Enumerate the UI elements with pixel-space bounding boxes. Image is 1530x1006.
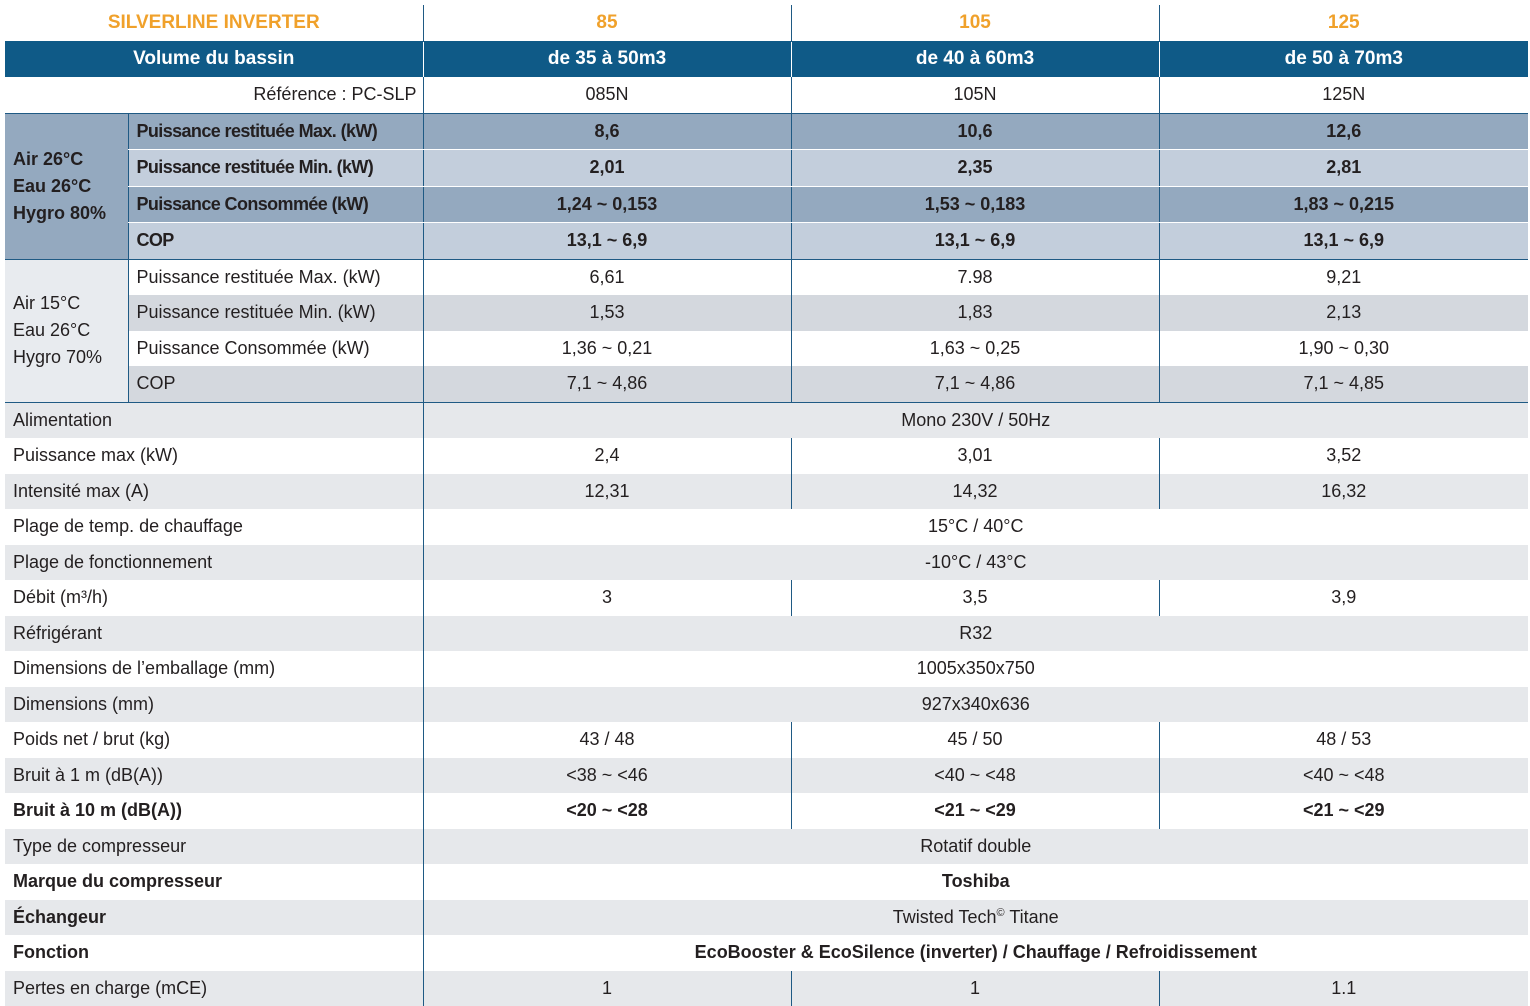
spec-value: <21 ~ <29 bbox=[1159, 793, 1528, 829]
model-row bbox=[5, 5, 1528, 41]
volume-85: de 35 à 50m3 bbox=[423, 41, 791, 77]
volume-row bbox=[5, 41, 1528, 77]
spec-row bbox=[5, 687, 1528, 723]
group-a-row-label: Puissance Consommée (kW) bbox=[128, 186, 423, 223]
group-b-row bbox=[5, 259, 1528, 295]
spec-label: Dimensions de l’emballage (mm) bbox=[5, 651, 423, 687]
reference-85: 085N bbox=[423, 77, 791, 113]
spec-label: Échangeur bbox=[5, 900, 423, 936]
group-b-row bbox=[5, 331, 1528, 367]
spec-row bbox=[5, 935, 1528, 971]
group-b-row bbox=[5, 366, 1528, 402]
spec-value: <40 ~ <48 bbox=[791, 758, 1159, 794]
spec-value: 15°C / 40°C bbox=[423, 509, 1528, 545]
spec-label: Fonction bbox=[5, 935, 423, 971]
series-label: SILVERLINE INVERTER bbox=[5, 5, 423, 41]
group-b-value: 2,13 bbox=[1159, 295, 1528, 331]
spec-row bbox=[5, 971, 1528, 1006]
spec-row bbox=[5, 651, 1528, 687]
group-a-value: 10,6 bbox=[791, 113, 1159, 150]
spec-value: 3,5 bbox=[791, 580, 1159, 616]
spec-value: EcoBooster & EcoSilence (inverter) / Chauffage / Refroidissement bbox=[423, 935, 1528, 971]
spec-row bbox=[5, 474, 1528, 510]
spec-value: <20 ~ <28 bbox=[423, 793, 791, 829]
spec-value: 14,32 bbox=[791, 474, 1159, 510]
reference-105: 105N bbox=[791, 77, 1159, 113]
group-a-value: 13,1 ~ 6,9 bbox=[1159, 223, 1528, 260]
volume-125: de 50 à 70m3 bbox=[1159, 41, 1528, 77]
spec-row bbox=[5, 580, 1528, 616]
reference-125: 125N bbox=[1159, 77, 1528, 113]
spec-value: 1 bbox=[791, 971, 1159, 1006]
group-b-row-label: COP bbox=[128, 366, 423, 402]
spec-row bbox=[5, 438, 1528, 474]
group-a-value: 1,24 ~ 0,153 bbox=[423, 186, 791, 223]
group-a-row bbox=[5, 186, 1528, 223]
spec-row bbox=[5, 829, 1528, 865]
spec-row bbox=[5, 402, 1528, 438]
spec-label: Marque du compresseur bbox=[5, 864, 423, 900]
group-a-value: 12,6 bbox=[1159, 113, 1528, 150]
group-b-value: 7,1 ~ 4,86 bbox=[791, 366, 1159, 402]
exchanger-tail: Titane bbox=[1005, 907, 1059, 927]
spec-row bbox=[5, 722, 1528, 758]
group-a-value: 1,83 ~ 0,215 bbox=[1159, 186, 1528, 223]
spec-value: -10°C / 43°C bbox=[423, 545, 1528, 581]
group-a-value: 1,53 ~ 0,183 bbox=[791, 186, 1159, 223]
group-a-value: 2,81 bbox=[1159, 150, 1528, 187]
spec-label: Bruit à 10 m (dB(A)) bbox=[5, 793, 423, 829]
spec-label: Puissance max (kW) bbox=[5, 438, 423, 474]
spec-value: 1 bbox=[423, 971, 791, 1006]
group-a-condition-text: Air 26°C Eau 26°C Hygro 80% bbox=[13, 149, 106, 223]
group-b-condition bbox=[5, 259, 128, 402]
group-b-value: 1,83 bbox=[791, 295, 1159, 331]
spec-label: Pertes en charge (mCE) bbox=[5, 971, 423, 1006]
spec-value bbox=[423, 900, 1528, 936]
spec-sheet bbox=[5, 5, 1528, 1006]
group-b-value: 1,53 bbox=[423, 295, 791, 331]
spec-value: 2,4 bbox=[423, 438, 791, 474]
volume-label: Volume du bassin bbox=[5, 41, 423, 77]
reference-row bbox=[5, 77, 1528, 113]
group-b-value: 7,1 ~ 4,86 bbox=[423, 366, 791, 402]
group-b-value: 9,21 bbox=[1159, 259, 1528, 295]
spec-value: Rotatif double bbox=[423, 829, 1528, 865]
exchanger-main: Twisted Tech bbox=[893, 907, 997, 927]
volume-105: de 40 à 60m3 bbox=[791, 41, 1159, 77]
spec-row bbox=[5, 900, 1528, 936]
spec-value: 1.1 bbox=[1159, 971, 1528, 1006]
spec-row bbox=[5, 758, 1528, 794]
spec-value: <40 ~ <48 bbox=[1159, 758, 1528, 794]
spec-row bbox=[5, 864, 1528, 900]
spec-label: Débit (m³/h) bbox=[5, 580, 423, 616]
spec-value: 927x340x636 bbox=[423, 687, 1528, 723]
group-a-row-label: Puissance restituée Max. (kW) bbox=[128, 113, 423, 150]
group-b-row-label: Puissance Consommée (kW) bbox=[128, 331, 423, 367]
spec-label: Dimensions (mm) bbox=[5, 687, 423, 723]
spec-label: Plage de fonctionnement bbox=[5, 545, 423, 581]
group-b-row bbox=[5, 295, 1528, 331]
group-b-value: 1,63 ~ 0,25 bbox=[791, 331, 1159, 367]
group-a-row bbox=[5, 113, 1528, 150]
spec-value: 1005x350x750 bbox=[423, 651, 1528, 687]
spec-label: Type de compresseur bbox=[5, 829, 423, 865]
group-b-row-label: Puissance restituée Min. (kW) bbox=[128, 295, 423, 331]
spec-value: 3 bbox=[423, 580, 791, 616]
spec-label: Alimentation bbox=[5, 402, 423, 438]
group-b-value: 7.98 bbox=[791, 259, 1159, 295]
model-85: 85 bbox=[423, 5, 791, 41]
group-b-condition-text: Air 15°C Eau 26°C Hygro 70% bbox=[13, 293, 102, 367]
spec-value: 48 / 53 bbox=[1159, 722, 1528, 758]
group-b-row-label: Puissance restituée Max. (kW) bbox=[128, 259, 423, 295]
spec-value: <21 ~ <29 bbox=[791, 793, 1159, 829]
spec-value: 16,32 bbox=[1159, 474, 1528, 510]
group-a-value: 8,6 bbox=[423, 113, 791, 150]
group-b-value: 7,1 ~ 4,85 bbox=[1159, 366, 1528, 402]
spec-label: Plage de temp. de chauffage bbox=[5, 509, 423, 545]
group-a-row bbox=[5, 150, 1528, 187]
model-125: 125 bbox=[1159, 5, 1528, 41]
group-a-condition bbox=[5, 113, 128, 259]
spec-row bbox=[5, 509, 1528, 545]
spec-value: 3,9 bbox=[1159, 580, 1528, 616]
spec-label: Poids net / brut (kg) bbox=[5, 722, 423, 758]
spec-value: Toshiba bbox=[423, 864, 1528, 900]
spec-value: 45 / 50 bbox=[791, 722, 1159, 758]
spec-row bbox=[5, 545, 1528, 581]
spec-label: Intensité max (A) bbox=[5, 474, 423, 510]
group-a-row-label: COP bbox=[128, 223, 423, 260]
group-a-value: 2,35 bbox=[791, 150, 1159, 187]
group-a-value: 13,1 ~ 6,9 bbox=[791, 223, 1159, 260]
group-a-row-label: Puissance restituée Min. (kW) bbox=[128, 150, 423, 187]
spec-row bbox=[5, 793, 1528, 829]
spec-table bbox=[5, 5, 1528, 1006]
spec-label: Réfrigérant bbox=[5, 616, 423, 652]
spec-value: 43 / 48 bbox=[423, 722, 791, 758]
reference-label: Référence : PC-SLP bbox=[5, 77, 423, 113]
spec-value: Mono 230V / 50Hz bbox=[423, 402, 1528, 438]
spec-value: 3,52 bbox=[1159, 438, 1528, 474]
copyright-mark: © bbox=[997, 907, 1005, 919]
group-a-value: 13,1 ~ 6,9 bbox=[423, 223, 791, 260]
group-b-value: 6,61 bbox=[423, 259, 791, 295]
group-a-row bbox=[5, 223, 1528, 260]
group-b-value: 1,90 ~ 0,30 bbox=[1159, 331, 1528, 367]
spec-value: R32 bbox=[423, 616, 1528, 652]
spec-value: 3,01 bbox=[791, 438, 1159, 474]
spec-value: 12,31 bbox=[423, 474, 791, 510]
group-b-value: 1,36 ~ 0,21 bbox=[423, 331, 791, 367]
group-a-value: 2,01 bbox=[423, 150, 791, 187]
spec-value: <38 ~ <46 bbox=[423, 758, 791, 794]
spec-row bbox=[5, 616, 1528, 652]
spec-label: Bruit à 1 m (dB(A)) bbox=[5, 758, 423, 794]
model-105: 105 bbox=[791, 5, 1159, 41]
